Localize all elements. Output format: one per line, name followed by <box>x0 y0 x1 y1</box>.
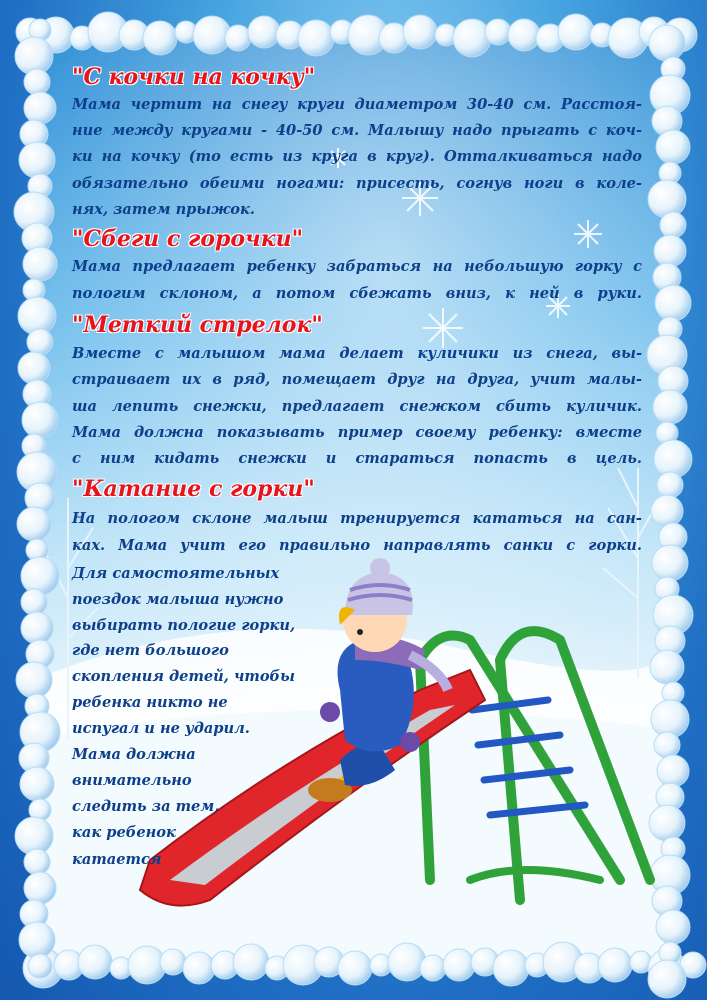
section-text-line: Мама предлагает ребенку забраться на небольшую горку с <box>72 258 642 275</box>
section-text-line: обязательно обеими ногами: присесть, согнув ноги в коле- <box>72 175 642 192</box>
section-text-line: ки на кочку (то есть из круга в круг). Отталкиваться надо <box>72 148 642 165</box>
section-text-line: страивает их в ряд, помещает друг на друга, учит малы- <box>72 371 642 388</box>
section-text-line: с ним кидать снежки и стараться попасть в цель. <box>72 450 642 467</box>
section-text-line: скопления детей, чтобы <box>72 668 295 685</box>
section-text-line: Мама должна показывать пример своему ребенку: вместе <box>72 424 642 441</box>
section-title: "Меткий стрелок" <box>72 312 323 338</box>
section-text-line: испугал и не ударил. <box>72 720 250 737</box>
section-text-line: как ребенок <box>72 824 176 841</box>
section-text-line: Вместе с малышом мама делает куличики из снега, вы- <box>72 345 642 362</box>
section-title: "С кочки на кочку" <box>72 64 316 90</box>
section-text-line: катается <box>72 851 162 868</box>
section-text-line: Мама чертит на снегу круги диаметром 30-40 см. Расстоя- <box>72 96 642 113</box>
section-text-line: внимательно <box>72 772 192 789</box>
section-text-line: ша лепить снежки, предлагает снежком сбить куличик. <box>72 398 642 415</box>
section-text-line: ребенка никто не <box>72 694 228 711</box>
section-text-line: ках. Мама учит его правильно направлять санки с горки. <box>72 537 642 554</box>
section-text-line: пологим склоном, а потом сбежать вниз, к ней в руки. <box>72 285 642 302</box>
section-text-line: следить за тем, <box>72 798 220 815</box>
section-text-line: где нет большого <box>72 642 229 659</box>
section-title: "Сбеги с горочки" <box>72 226 304 252</box>
section-text-line: поездок малыша нужно <box>72 591 284 608</box>
section-text-line: Мама должна <box>72 746 196 763</box>
section-text-line: нях, затем прыжок. <box>72 201 255 218</box>
section-text-line: Для самостоятельных <box>72 565 280 582</box>
section-text-line: На пологом склоне малыш тренируется кататься на сан- <box>72 510 642 527</box>
section-text-line: ние между кругами - 40-50 см. Малышу надо прыгать с коч- <box>72 122 642 139</box>
section-text-line: выбирать пологие горки, <box>72 617 296 634</box>
section-title: "Катание с горки" <box>72 476 315 502</box>
